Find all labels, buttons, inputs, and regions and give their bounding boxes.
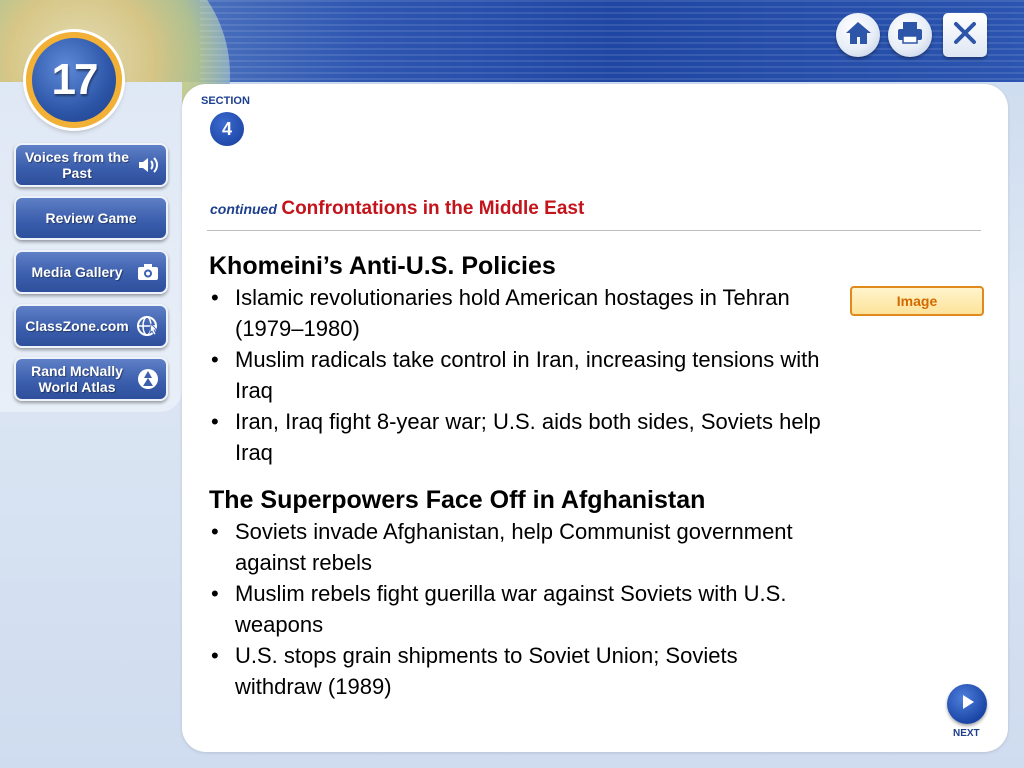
list-item: • U.S. stops grain shipments to Soviet Union; Soviets withdraw (1989)	[209, 640, 829, 702]
print-button[interactable]	[888, 13, 932, 57]
sidebar-item-classzone[interactable]	[14, 304, 168, 348]
camera-icon	[136, 260, 160, 284]
sidebar-item-label: Rand McNally World Atlas	[31, 363, 123, 395]
close-button[interactable]	[943, 13, 987, 57]
next-label: NEXT	[953, 728, 980, 739]
slide-title-text: Confrontations in the Middle East	[281, 198, 585, 219]
sidebar-item-label: Voices from the Past	[25, 149, 129, 181]
topic-block	[209, 484, 829, 702]
bullet-list	[209, 282, 829, 468]
list-item: • Iran, Iraq fight 8-year war; U.S. aids both sides, Soviets help Iraq	[209, 406, 829, 468]
sidebar-item-label: Media Gallery	[31, 264, 123, 280]
sidebar-item-voices-from-the-past[interactable]	[14, 143, 168, 187]
sidebar-item-media-gallery[interactable]	[14, 250, 168, 294]
continued-label: continued	[210, 201, 277, 217]
next-button[interactable]	[947, 684, 987, 724]
section-label: SECTION	[201, 95, 250, 107]
globe-cursor-icon	[136, 314, 160, 338]
section-number: 4	[210, 112, 244, 146]
list-item: • Soviets invade Afghanistan, help Communist government against rebels	[209, 516, 829, 578]
list-item: • Muslim radicals take control in Iran, increasing tensions with Iraq	[209, 344, 829, 406]
image-button[interactable]: Image	[850, 286, 984, 316]
atlas-icon	[136, 367, 160, 391]
home-icon	[843, 18, 873, 53]
printer-icon	[895, 18, 925, 53]
page-title	[210, 198, 584, 220]
sidebar-item-label: ClassZone.com	[25, 318, 129, 334]
chapter-number: 17	[51, 55, 97, 104]
speaker-icon	[136, 153, 160, 177]
slide-body	[209, 250, 829, 718]
topic-heading: Khomeini’s Anti-U.S. Policies	[209, 252, 556, 280]
list-item: • Islamic revolutionaries hold American hostages in Tehran (1979–1980)	[209, 282, 829, 344]
topic-block	[209, 250, 829, 468]
sidebar-item-label: Review Game	[45, 210, 137, 226]
home-button[interactable]	[836, 13, 880, 57]
chapter-badge	[26, 32, 122, 128]
close-icon	[950, 18, 980, 53]
list-item: • Muslim rebels fight guerilla war against Soviets with U.S. weapons	[209, 578, 829, 640]
play-arrow-icon	[957, 692, 977, 717]
sidebar-item-review-game[interactable]	[14, 196, 168, 240]
sidebar-item-rand-mcnally-world-atlas[interactable]	[14, 357, 168, 401]
topic-heading: The Superpowers Face Off in Afghanistan	[209, 486, 706, 514]
bullet-list	[209, 516, 829, 702]
title-divider	[207, 230, 981, 231]
